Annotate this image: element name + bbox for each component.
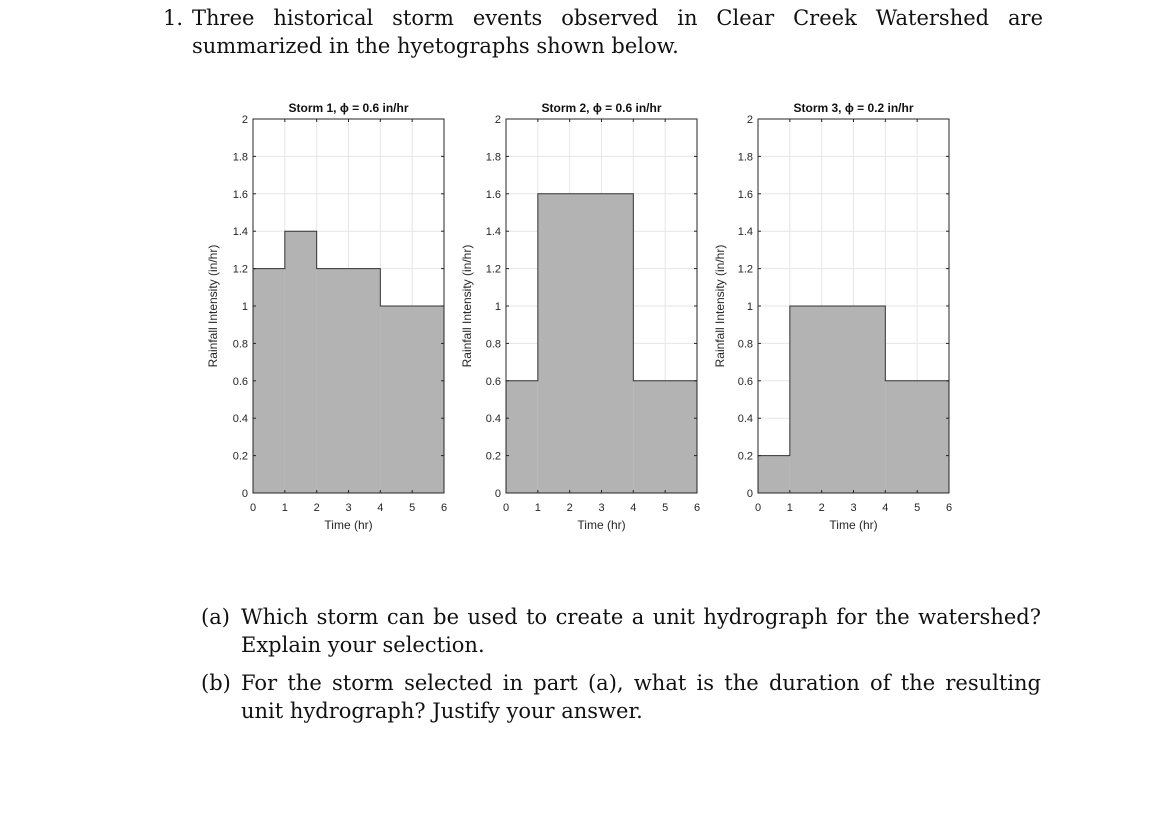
question-b-text: For the storm selected in part (a), what is the duration of the resulting unit hydrograph? Justify your answer. <box>241 671 1041 723</box>
y-tick-label: 1.4 <box>485 226 501 239</box>
question-b-label: (b) <box>201 671 231 695</box>
y-tick-label: 0.4 <box>232 413 248 426</box>
x-tick-label: 4 <box>882 502 889 514</box>
y-tick-label: 1.4 <box>737 226 753 239</box>
x-tick-label: 1 <box>534 502 541 514</box>
chart-title: Storm 3, ϕ = 0.2 in/hr <box>793 101 914 115</box>
x-tick-label: 1 <box>786 502 793 514</box>
y-tick-label: 1.2 <box>485 263 501 276</box>
rainfall-step <box>380 306 444 493</box>
hyetograph-storm-3 <box>713 101 952 532</box>
x-tick-label: 4 <box>630 502 637 514</box>
rainfall-step <box>285 231 317 493</box>
x-axis-label: Time (hr) <box>577 518 626 532</box>
y-tick-label: 1.6 <box>485 188 501 201</box>
y-tick-label: 1.6 <box>232 188 248 201</box>
x-tick-label: 5 <box>409 502 416 514</box>
x-tick-label: 0 <box>249 502 257 514</box>
rainfall-step <box>253 269 285 493</box>
x-axis-label: Time (hr) <box>829 518 878 532</box>
y-tick-label: 0 <box>494 488 501 500</box>
question-a <box>201 603 1041 659</box>
y-tick-label: 0 <box>241 488 248 500</box>
y-tick-label: 1.2 <box>737 263 753 276</box>
rainfall-step <box>538 194 634 493</box>
rainfall-step <box>317 269 381 493</box>
question-a-label: (a) <box>201 605 230 629</box>
y-axis-label: Rainfall Intensity (in/hr) <box>713 244 727 368</box>
x-tick-label: 3 <box>345 502 352 514</box>
y-tick-label: 1.6 <box>737 188 753 201</box>
y-tick-label: 2 <box>746 114 753 126</box>
x-tick-label: 6 <box>945 502 953 514</box>
x-axis-label: Time (hr) <box>324 518 373 532</box>
x-tick-label: 5 <box>662 502 669 514</box>
x-tick-label: 6 <box>693 502 701 514</box>
y-tick-label: 1 <box>494 301 501 313</box>
y-tick-label: 0.8 <box>485 338 501 351</box>
x-tick-label: 3 <box>598 502 605 514</box>
x-tick-label: 1 <box>281 502 288 514</box>
chart-title: Storm 1, ϕ = 0.6 in/hr <box>288 101 409 115</box>
y-axis-label: Rainfall Intensity (in/hr) <box>206 244 220 368</box>
y-tick-label: 0.2 <box>737 450 753 463</box>
x-tick-label: 3 <box>850 502 857 514</box>
problem-number: 1. <box>163 6 184 30</box>
y-tick-label: 0.6 <box>232 375 248 388</box>
hyetograph-storm-2 <box>460 101 700 532</box>
x-tick-label: 2 <box>313 502 320 514</box>
rainfall-step <box>885 381 949 493</box>
x-tick-label: 2 <box>818 502 825 514</box>
rainfall-step <box>633 381 697 493</box>
chart-title: Storm 2, ϕ = 0.6 in/hr <box>541 101 662 115</box>
y-tick-label: 2 <box>494 114 501 126</box>
y-tick-label: 0.8 <box>737 338 753 351</box>
y-tick-label: 0 <box>746 488 753 500</box>
y-tick-label: 1.4 <box>232 226 248 239</box>
y-tick-label: 0.2 <box>232 450 248 463</box>
y-tick-label: 0.4 <box>737 413 753 426</box>
y-tick-label: 0.8 <box>232 338 248 351</box>
question-a-text: Which storm can be used to create a unit hydrograph for the watershed? Explain your selection. <box>241 605 1041 657</box>
y-tick-label: 0.6 <box>737 375 753 388</box>
y-tick-label: 1 <box>746 301 753 313</box>
y-tick-label: 0.6 <box>485 375 501 388</box>
x-tick-label: 2 <box>566 502 573 514</box>
y-tick-label: 0.4 <box>485 413 501 426</box>
hyetograph-storm-1 <box>206 101 447 532</box>
y-tick-label: 1.2 <box>232 263 248 276</box>
x-tick-label: 4 <box>377 502 384 514</box>
y-tick-label: 1.8 <box>485 151 501 164</box>
rainfall-step <box>790 306 886 493</box>
x-tick-label: 0 <box>502 502 510 514</box>
x-tick-label: 6 <box>440 502 448 514</box>
rainfall-step <box>758 456 790 493</box>
y-tick-label: 1 <box>241 301 248 313</box>
y-tick-label: 1.8 <box>232 151 248 164</box>
y-axis-label: Rainfall Intensity (in/hr) <box>460 244 474 368</box>
x-tick-label: 0 <box>754 502 762 514</box>
y-tick-label: 2 <box>241 114 248 126</box>
problem-text: Three historical storm events observed in Clear Creek Watershed are summarized in the hyetographs shown below. <box>192 6 1043 58</box>
x-tick-label: 5 <box>914 502 921 514</box>
y-tick-label: 0.2 <box>485 450 501 463</box>
y-tick-label: 1.8 <box>737 151 753 164</box>
rainfall-step <box>506 381 538 493</box>
question-b <box>201 669 1041 725</box>
